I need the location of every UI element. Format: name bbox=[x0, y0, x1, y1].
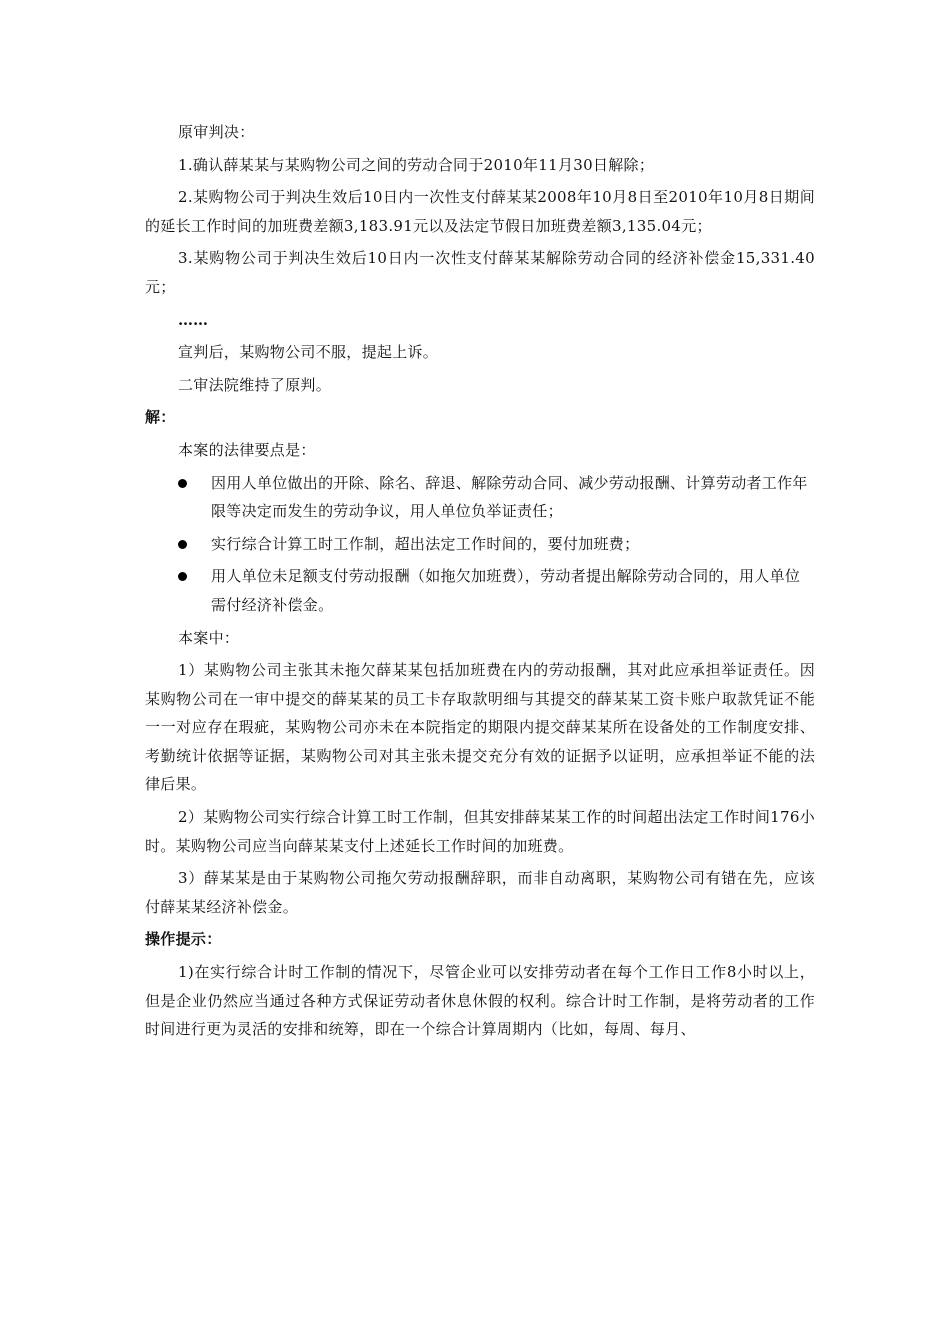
legal-point bbox=[145, 562, 815, 619]
legal-point-text: 用人单位未足额支付劳动报酬（如拖欠加班费），劳动者提出解除劳动合同的，用人单位需付经济补偿金。 bbox=[211, 567, 801, 614]
analysis-intro: 本案的法律要点是： bbox=[178, 440, 316, 459]
legal-point bbox=[145, 530, 815, 559]
document-body bbox=[145, 118, 815, 1048]
after-verdict-text: 宣判后，某购物公司不服，提起上诉。 bbox=[178, 343, 439, 362]
case-point-1: 1）某购物公司主张其未拖欠薛某某包括加班费在内的劳动报酬，其对此应承担举证责任。因某购物公司在一审中提交的薛某某的员工卡存取款明细与其提交的薛某某工资卡账户取款凭证不能一一对应存在瑕疵，某购物公司亦未在本院指定的期限内提交薛某某所在设备处的工作制度安排、考勤统计依据等证据，某购物公司对其主张未提交充分有效的证据予以证明，应承担举证不能的法律后果。 bbox=[145, 661, 815, 794]
bullet-icon bbox=[178, 479, 187, 488]
legal-point-text: 因用人单位做出的开除、除名、辞退、解除劳动合同、减少劳动报酬、计算劳动者工作年限等决定而发生的劳动争议，用人单位负举证责任； bbox=[211, 473, 808, 521]
case-point-2: 2）某购物公司实行综合计算工时工作制，但其安排薛某某工作的时间超出法定工作时间176小时。某购物公司应当向薛某某支付上述延长工作时间的加班费。 bbox=[145, 808, 815, 855]
analysis-heading: 解： bbox=[145, 408, 176, 427]
case-point-3: 3）薛某某是由于某购物公司拖欠劳动报酬辞职，而非自动离职，某购物公司有错在先，应该付薛某某经济补偿金。 bbox=[145, 869, 815, 916]
tips-heading: 操作提示： bbox=[145, 930, 222, 949]
tips-paragraph: 1)在实行综合计时工作制的情况下，尽管企业可以安排劳动者在每个工作日工作8小时以上，但是企业仍然应当通过各种方式保证劳动者休息休假的权利。综合计时工作制，是将劳动者的工作时间进行更为灵活的安排和统筹，即在一个综合计算周期内（比如，每周、每月、 bbox=[145, 963, 815, 1039]
second-instance-text: 二审法院维持了原判。 bbox=[178, 375, 332, 394]
judgment-item-3: 3.某购物公司于判决生效后10日内一次性支付薛某某解除劳动合同的经济补偿金15,331.40元； bbox=[145, 249, 815, 296]
legal-point-text: 实行综合计算工时工作制，超出法定工作时间的，要付加班费； bbox=[211, 534, 640, 553]
judgment-title: 原审判决： bbox=[178, 123, 255, 141]
judgment-ellipsis: …… bbox=[178, 310, 208, 329]
judgment-item-2: 2.某购物公司于判决生效后10日内一次性支付薛某某2008年10月8日至2010年10月8日期间的延长工作时间的加班费差额3,183.91元以及法定节假日加班费差额3,135.04元； bbox=[145, 188, 815, 235]
case-intro: 本案中： bbox=[178, 628, 240, 647]
bullet-icon bbox=[178, 572, 187, 581]
judgment-item-1: 1.确认薛某某与某购物公司之间的劳动合同于2010年11月30日解除； bbox=[178, 155, 655, 174]
legal-point bbox=[145, 469, 815, 526]
bullet-icon bbox=[178, 540, 187, 549]
legal-points-list bbox=[145, 469, 815, 620]
